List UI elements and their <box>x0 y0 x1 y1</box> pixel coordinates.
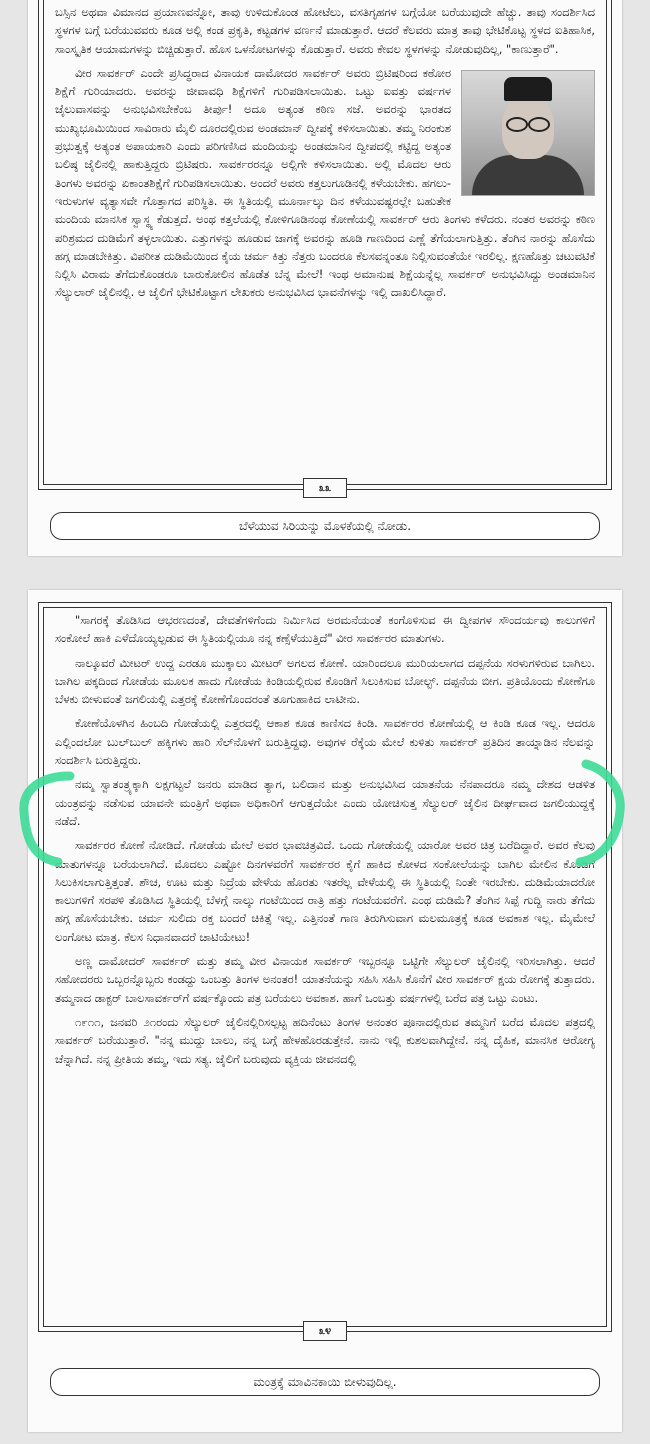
page-number: ೩೩ <box>303 478 347 498</box>
page-number: ೩೪ <box>303 1321 347 1341</box>
page-text <box>55 3 595 308</box>
paragraph-2: ನಾಲ್ಕೂವರೆ ಮೀಟರ್ ಉದ್ದ ಎರಡೂ ಮುಕ್ಕಾಲು ಮೀಟರ್ ಅಗಲದ ಕೋಣೆ. ಯಾರಿಂದಲೂ ಮುರಿಯಲಾಗದ ದಪ್ಪನೆಯ ಸರಳುಗಳಿರುವ ಬಾಗಿಲು. ಬಾಗಿಲ ಪಕ್ಕದಿಂದ ಗೋಡೆಯ ಮೂಲಕ ಹಾದು ಗೋಡೆಯ ಕಿಂಡಿಯಲ್ಲಿರುವ ಕೊಂಡಿಗೆ ಸಿಲುಕಿಸುವ ಬೋಲ್ಟ್. ದಪ್ಪನೆಯ ಬೀಗ. ಪ್ರತಿಯೊಂದು ಕೋಣೆಗೂ ಬೆಳಕು ಬೀಳುವಂತೆ ಜಗಲಿಯಲ್ಲಿ ಎತ್ತರಕ್ಕೆ ಕೋಣೆಗೊಂದರಂತೆ ತೂಗುಹಾಕಿದ ಲಾಟೀನು. <box>55 655 595 707</box>
book-page-33 <box>28 0 622 556</box>
text-frame <box>38 602 612 1332</box>
paragraph-5: ಸಾವರ್ಕರರ ಕೋಣೆ ನೋಡಿದೆ. ಗೋಡೆಯ ಮೇಲೆ ಅವರ ಭಾವಚಿತ್ರವಿದೆ. ಒಂದು ಗೋಡೆಯಲ್ಲಿ ಯಾರೋ ಅವರ ಚಿತ್ರ ಬರೆದಿದ್ದಾರೆ. ಅವರ ಕೆಲವು ಮಾತುಗಳನ್ನೂ ಬರೆಯಲಾಗಿದೆ. ಮೊದಲು ಎಷ್ಟೋ ದಿನಗಳವರೆಗೆ ಸಾವರ್ಕರರ ಕೈಗೆ ಹಾಕಿದ ಕೋಳದ ಸಂಕೋಲೆಯನ್ನು ಬಾಗಿಲ ಮೇಲಿನ ಕೊಂಡಿಗೆ ಸಿಲುಕಿಸಲಾಗುತ್ತಿತ್ತಂತೆ. ಶೌಚ, ಊಟ ಮತ್ತು ನಿದ್ರೆಯ ವೇಳೆಯ ಹೊರತು ಇತರೆಲ್ಲ ವೇಳೆಯಲ್ಲಿ ಈ ಸ್ಥಿತಿಯಲ್ಲಿ ನಿಂತೇ ಇರಬೇಕು. ದುಡಿಮೆಯಾದರೋ ಕಾಲುಗಳಿಗೆ ಸರಪಳಿ ತೊಡಿಸಿದ ಸ್ಥಿತಿಯಲ್ಲಿ ಬೆಳಗ್ಗೆ ನಾಲ್ಕು ಗಂಟೆಯಿಂದ ರಾತ್ರಿ ಹತ್ತು ಗಂಟೆಯವರೆಗೆ. ಎಂಥ ದುಡಿಮೆ? ತೆಂಗಿನ ಸಿಪ್ಪೆ ಗುದ್ದಿ ನಾರು ತೆಗೆದು ಹಗ್ಗ ಹೊಸೆಯಬೇಕು. ಚರ್ಮ ಸುಲಿದು ರಕ್ತ ಬಂದರೆ ಚಿಕಿತ್ಸೆ ಇಲ್ಲ. ಎತ್ತಿನಂತೆ ಗಾಣ ತಿರುಗಿಸುವಾಗ ಮಲಮೂತ್ರಕ್ಕೆ ಕೂಡ ಅವಕಾಶ ಇಲ್ಲ. ಮೈಮೇಲೆ ಲಂಗೋಟ ಮಾತ್ರ. ಕೆಲಸ ನಿಧಾನವಾದರೆ ಚಾಟಿಯೇಟು! <box>55 838 595 944</box>
paragraph-quote: "ಸಾಗರಕ್ಕೆ ತೊಡಿಸಿದ ಆಭರಣದಂತೆ, ದೇವತೆಗಳಿಗೆಂದು ನಿರ್ಮಿಸಿದ ಅರಮನೆಯಂತೆ ಕಂಗೊಳಿಸುವ ಈ ದ್ವೀಪಗಳ ಸೌಂದರ್ಯವು ಕಾಲುಗಳಿಗೆ ಸಂಕೋಲೆ ಹಾಕಿ ಎಳೆದೊಯ್ಯಲ್ಪಡುವ ಈ ಸ್ಥಿತಿಯಲ್ಲಿಯೂ ನನ್ನ ಕಣ್ಸೆಳೆಯುತ್ತಿದೆ" ವೀರ ಸಾವರ್ಕರರ ಮಾತುಗಳು. <box>55 613 595 646</box>
proverb-footer: ಮಂತ್ರಕ್ಕೆ ಮಾವಿನಕಾಯಿ ಬೀಳುವುದಿಲ್ಲ. <box>50 1368 600 1396</box>
paragraph-6: ಅಣ್ಣ ದಾಮೋದರ್ ಸಾವರ್ಕರ್ ಮತ್ತು ತಮ್ಮ ವೀರ ವಿನಾಯಕ ಸಾವರ್ಕರ್ ಇಬ್ಬರನ್ನೂ ಒಟ್ಟಿಗೇ ಸೆಲ್ಯುಲರ್ ಜೈಲಿನಲ್ಲಿ ಇರಿಸಲಾಗಿತ್ತು. ಆದರೆ ಸಹೋದರರು ಒಬ್ಬರನ್ನೊಬ್ಬರು ಕಂಡದ್ದು ಒಂಬತ್ತು ತಿಂಗಳ ಅನಂತರ! ಯಾತನೆಯನ್ನು ಸಹಿಸಿ ಸಹಿಸಿ ಕೊನೆಗೆ ವೀರ ಸಾವರ್ಕರ್ ಕ್ಷಯ ರೋಗಕ್ಕೆ ತುತ್ತಾದರು. ತಮ್ಮನಾದ ಡಾಕ್ಟರ್ ಬಾಲಸಾವರ್ಕರ್‌ಗೆ ವರ್ಷಕ್ಕೊಂದು ಪತ್ರ ಬರೆಯಲು ಅವಕಾಶ. ಹಾಗೆ ಒಂಬತ್ತು ವರ್ಷಗಳಲ್ಲಿ ಬರೆದ ಪತ್ರ ಒಟ್ಟು ಎಂಟು. <box>55 954 595 1005</box>
paragraph-4: ನಮ್ಮ ಸ್ವಾತಂತ್ರ್ಯಕ್ಕಾಗಿ ಲಕ್ಷಗಟ್ಟಲೆ ಜನರು ಮಾಡಿದ ತ್ಯಾಗ, ಬಲಿದಾನ ಮತ್ತು ಅನುಭವಿಸಿದ ಯಾತನೆಯ ನೆನಪಾದರೂ ನಮ್ಮ ದೇಶದ ಆಡಳಿತ ಯಂತ್ರವನ್ನು ನಡೆಸುವ ಯಾವನೇ ಮಂತ್ರಿಗೆ ಅಥವಾ ಅಧಿಕಾರಿಗೆ ಆಗುತ್ತದೆಯೇ ಎಂದು ಯೋಚಿಸುತ್ತ ಸೆಲ್ಯುಲರ್ ಜೈಲಿನ ದೀರ್ಘವಾದ ಜಗಲಿಯುದ್ದಕ್ಕೆ ನಡೆದೆ. <box>55 777 595 828</box>
paragraph-2: ವೀರ ಸಾವರ್ಕರ್ ಎಂದೇ ಪ್ರಸಿದ್ಧರಾದ ವಿನಾಯಕ ದಾಮೋದರ ಸಾವರ್ಕರ್ ಅವರು ಬ್ರಿಟಿಷರಿಂದ ಕಠೋರ ಶಿಕ್ಷೆಗೆ ಗುರಿಯಾದರು. ಅವರನ್ನು ಜೀವಾವಧಿ ಶಿಕ್ಷೆಗಳಿಗೆ ಗುರಿಪಡಿಸಲಾಯಿತು. ಒಟ್ಟು ಐವತ್ತು ವರ್ಷಗಳ ಜೈಲುವಾಸವನ್ನು ಅನುಭವಿಸಬೇಕೆಂಬ ತೀರ್ಪು! ಅದೂ ಅತ್ಯಂತ ಕಠಿಣ ಸಜೆ. ಅವರನ್ನು ಭಾರತದ ಮುಖ್ಯಭೂಮಿಯಿಂದ ಸಾವಿರಾರು ಮೈಲಿ ದೂರದಲ್ಲಿರುವ ಅಂಡಮಾನ್ ದ್ವೀಪಕ್ಕೆ ಕಳಿಸಲಾಯಿತು. ತಮ್ಮ ನಿರಂಕುಶ ಪ್ರಭುತ್ವಕ್ಕೆ ಅತ್ಯಂತ ಅಪಾಯಕಾರಿ ಎಂದು ಪರಿಗಣಿಸಿದ ಮಂದಿಯನ್ನು ಅಂಡಮಾನಿನ ದ್ವೀಪದಲ್ಲಿ ಕಟ್ಟಿದ್ದ ಅತ್ಯಂತ ಬಲಿಷ್ಠ ಜೈಲಿನಲ್ಲಿ ಹಾಕುತ್ತಿದ್ದರು ಬ್ರಿಟಿಷರು. ಸಾವರ್ಕರರನ್ನೂ ಅಲ್ಲಿಗೇ ಕಳಿಸಲಾಯಿತು. ಅಲ್ಲಿ ಮೊದಲ ಆರು ತಿಂಗಳು ಅವರನ್ನು ಏಕಾಂತಶಿಕ್ಷೆಗೆ ಗುರಿಪಡಿಸಲಾಯಿತು. ಅಂದರೆ ಅವರು ಕತ್ತಲುಗೂಡಿನಲ್ಲಿ ಕಳೆಯಬೇಕು. ಹಗಲು-ಇರುಳುಗಳ ವ್ಯತ್ಯಾಸವೇ ಗೊತ್ತಾಗದ ಪರಿಸ್ಥಿತಿ. ಈ ಸ್ಥಿತಿಯಲ್ಲಿ ಮೂರ್ನಾಲ್ಕು ದಿನ ಕಳೆಯುವಷ್ಟರಲ್ಲೇ ಬಹುತೇಕ ಮಂದಿಯ ಮಾನಸಿಕ ಸ್ವಾಸ್ಥ್ಯ ಕೆಡುತ್ತದೆ. ಅಂಥ ಕತ್ತಲೆಯಲ್ಲಿ ಕೋಳಿಗೂಡಿನಂಥ ಕೋಣೆಯಲ್ಲಿ ಸಾವರ್ಕರ್ ಆರು ತಿಂಗಳು ಕಳೆದರು. ನಂತರ ಅವರನ್ನು ಕಠಿಣ ಪರಿಶ್ರಮದ ದುಡಿಮೆಗೆ ತಳ್ಳಲಾಯಿತು. ಎತ್ತುಗಳನ್ನು ಹೂಡುವ ಜಾಗಕ್ಕೆ ಅವರನ್ನು ಹೂಡಿ ಗಾಣದಿಂದ ಎಣ್ಣೆ ತೆಗೆಯಲಾಗುತ್ತಿತ್ತು. ತೆಂಗಿನ ನಾರನ್ನು ಹೊಸೆದು ಹಗ್ಗ ಮಾಡಬೇಕಿತ್ತು. ವಿಪರೀತ ದುಡಿಮೆಯಿಂದ ಕೈಯ ಚರ್ಮ ಕಿತ್ತು ನೆತ್ತರು ಬಂದರೂ ಕೆಲಸವನ್ನಂತೂ ನಿಲ್ಲಿಸುವಂತೆಯೇ ಇರಲಿಲ್ಲ. ಕ್ಷಣಹೊತ್ತು ಚಟುವಟಿಕೆ ನಿಲ್ಲಿಸಿ ವಿರಾಮ ತೆಗೆದುಕೊಂಡರೂ ಬಾರುಕೋಲಿನ ಹೊಡೆತ ಬೆನ್ನ ಮೇಲೆ! ಇಂಥ ಅಮಾನುಷ ಶಿಕ್ಷೆಯನ್ನೆಲ್ಲ ಸಾವರ್ಕರ್ ಅನುಭವಿಸಿದ್ದು ಅಂಡಮಾನಿನ ಸೆಲ್ಯುಲಾರ್ ಜೈಲಿನಲ್ಲಿ. ಆ ಜೈಲಿಗೆ ಭೇಟಿಕೊಟ್ಟಾಗ ಲೇಖಕರು ಅನುಭವಿಸಿದ ಭಾವನೆಗಳನ್ನು ಇಲ್ಲಿ ದಾಖಲಿಸಿದ್ದಾರೆ. <box>55 65 595 300</box>
paragraph-7: ೧೯೧೧, ಜನವರಿ ೨೧ರಂದು ಸೆಲ್ಯುಲರ್ ಜೈಲಿನಲ್ಲಿರಿಸಲ್ಪಟ್ಟ ಹದಿನೆಂಟು ತಿಂಗಳ ಅನಂತರ ಪೂನಾದಲ್ಲಿರುವ ತಮ್ಮನಿಗೆ ಬರೆದ ಮೊದಲ ಪತ್ರದಲ್ಲಿ ಸಾವರ್ಕರ್ ಬರೆಯುತ್ತಾರೆ. "ನನ್ನ ಮುದ್ದು ಬಾಲು, ನನ್ನ ಬಗ್ಗೆ ಹೇಳಹೊರಡುತ್ತೇನೆ. ನಾನು ಇಲ್ಲಿ ಕುಶಲವಾಗಿದ್ದೇನೆ. ನನ್ನ ದೈಹಿಕ, ಮಾನಸಿಕ ಆರೋಗ್ಯ ಚೆನ್ನಾಗಿದೆ. ನನ್ನ ಪ್ರೀತಿಯ ತಮ್ಮ, ಇದು ಸತ್ಯ. ಜೈಲಿಗೆ ಬರುವುದು ವ್ಯಕ್ತಿಯ ಜೀವನದಲ್ಲಿ <box>55 1014 595 1066</box>
proverb-footer: ಬೆಳೆಯುವ ಸಿರಿಯನ್ನು ಮೊಳಕೆಯಲ್ಲಿ ನೋಡು. <box>50 512 600 540</box>
book-page-34 <box>28 590 622 1432</box>
page-text <box>55 611 595 1074</box>
text-frame <box>38 0 612 490</box>
savarkar-portrait <box>461 70 595 196</box>
paragraph-1: ಬಸ್ಸಿನ ಅಥವಾ ವಿಮಾನದ ಪ್ರಯಾಣವನ್ನೋ, ತಾವು ಉಳಿದುಕೊಂಡ ಹೋಟೆಲು, ವಸತಿಗೃಹಗಳ ಬಗ್ಗೆಯೋ ಬರೆಯುವುದೇ ಹೆಚ್ಚು. ತಾವು ಸಂದರ್ಶಿಸಿದ ಸ್ಥಳಗಳ ಬಗ್ಗೆ ಬರೆಯುವವರು ಕೂಡ ಅಲ್ಲಿ ಕಂಡ ಪ್ರಕೃತಿ, ಕಟ್ಟಡಗಳ ವರ್ಣನೆ ಮಾಡುತ್ತಾರೆ. ಆದರೆ ಕೆಲವರು ಮಾತ್ರ ತಾವು ಭೇಟಿಕೊಟ್ಟ ಸ್ಥಳದ ಐತಿಹಾಸಿಕ, ಸಾಂಸ್ಕೃತಿಕ ಆಯಾಮಗಳನ್ನು ಬಿಚ್ಚಿಡುತ್ತಾರೆ. ಹೊಸ ಒಳನೋಟಗಳನ್ನು ಕೊಡುತ್ತಾರೆ. ಅವರು ಕೇವಲ ಸ್ಥಳಗಳನ್ನು ನೋಡುವುದಿಲ್ಲ, "ಕಾಣುತ್ತಾರೆ". <box>55 5 595 56</box>
paragraph-3: ಕೋಣೆಯೊಳಗಿನ ಹಿಂಬದಿ ಗೋಡೆಯಲ್ಲಿ ಎತ್ತರದಲ್ಲಿ ಆಕಾಶ ಕೂಡ ಕಾಣಿಸದ ಕಿಂಡಿ. ಸಾವರ್ಕರರ ಕೋಣೆಯಲ್ಲಿ ಆ ಕಿಂಡಿ ಕೂಡ ಇಲ್ಲ. ಆದರೂ ಎಲ್ಲಿಂದಲೋ ಬುಲ್‌ಬುಲ್ ಹಕ್ಕಿಗಳು ಹಾರಿ ಸೆಲ್‌ನೊಳಗೆ ಬರುತ್ತಿದ್ದವು. ಅವುಗಳ ರೆಕ್ಕೆಯ ಮೇಲೆ ಕುಳಿತು ಸಾವರ್ಕರ್ ಪ್ರತಿದಿನ ತಾಯ್ನಾಡಿನ ನೆಲವನ್ನು ಸಂದರ್ಶಿಸಿ ಬರುತ್ತಿದ್ದರು. <box>55 716 595 768</box>
